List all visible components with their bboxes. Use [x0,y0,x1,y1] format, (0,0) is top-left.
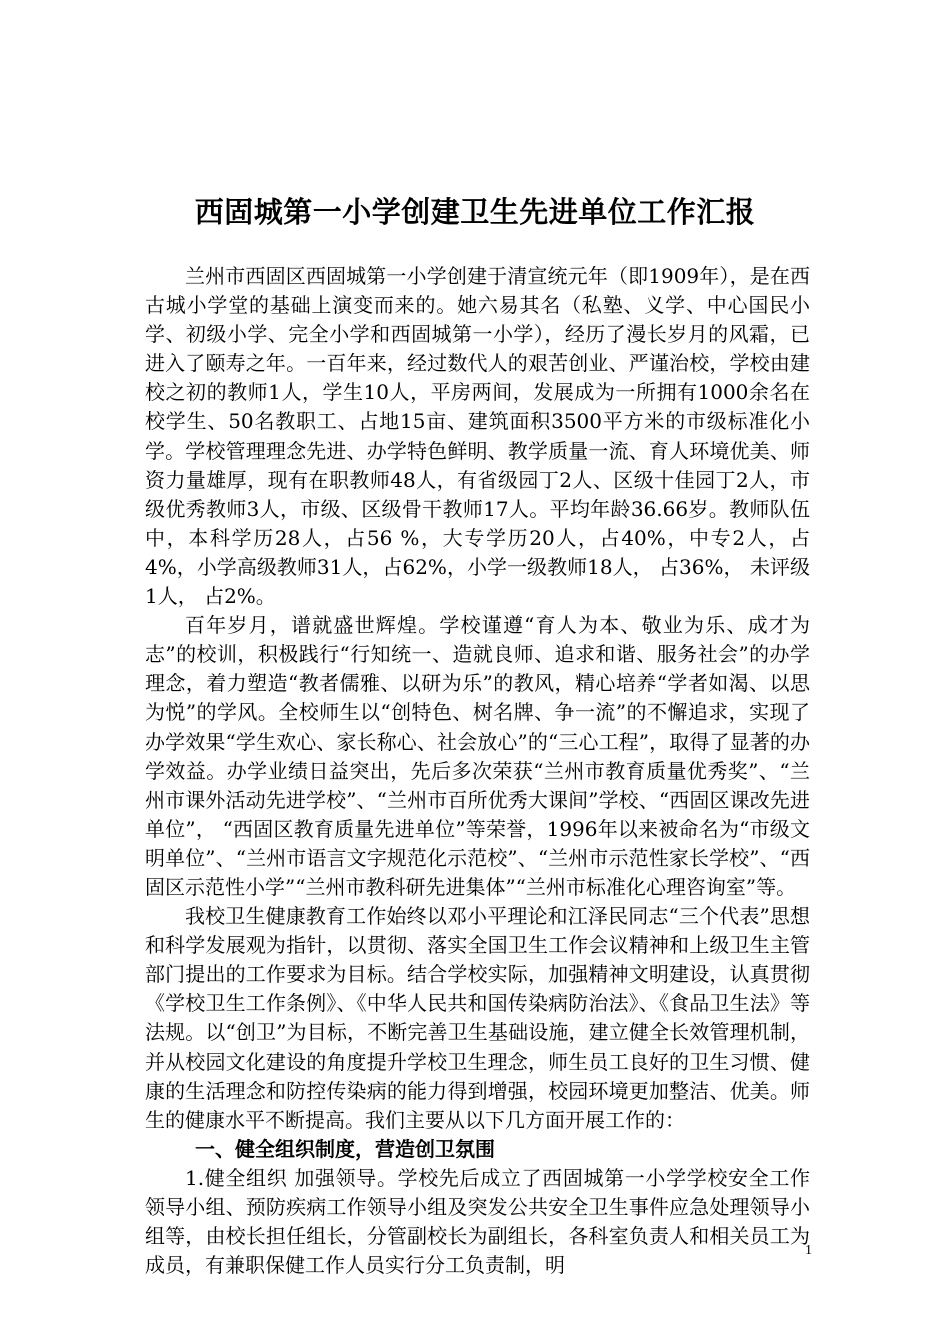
page-number: 1 [805,1243,812,1258]
subsection-paragraph: 1.健全组织 加强领导。学校先后成立了西固城第一小学学校安全工作领导小组、预防疾病工作领导小组及突发公共安全卫生事件应急处理领导小组等，由校长担任组长，分管副校长为副组长，各科室负责人和相关员工为成员，有兼职保健工作人员实行分工负责制，明 [145,1165,810,1278]
document-body [145,262,810,1280]
body-paragraph: 我校卫生健康教育工作始终以邓小平理论和江泽民同志“三个代表”思想和科学发展观为指针，以贯彻、落实全国卫生工作会议精神和上级卫生主管部门提出的工作要求为目标。结合学校实际，加强精神文明建设，认真贯彻《学校卫生工作条例》、《中华人民共和国传染病防治法》、《食品卫生法》等法规。以“创卫”为目标，不断完善卫生基础设施，建立健全长效管理机制，并从校园文化建设的角度提升学校卫生理念，师生员工良好的卫生习惯、健康的生活理念和防控传染病的能力得到增强，校园环境更加整洁、优美。师生的健康水平不断提高。我们主要从以下几方面开展工作的： [145,904,810,1132]
section-heading: 一、健全组织制度，营造创卫氛围 [195,1136,495,1161]
body-paragraph: 兰州市西固区西固城第一小学创建于清宣统元年（即1909年），是在西古城小学堂的基础上演变而来的。她六易其名（私塾、义学、中心国民小学、初级小学、完全小学和西固城第一小学），经历了漫长岁月的风霜，已进入了颐寿之年。一百年来，经过数代人的艰苦创业、严谨治校，学校由建校之初的教师1人，学生10人，平房两间，发展成为一所拥有1000余名在校学生、50名教职工、占地15亩、建筑面积3500平方米的市级标准化小学。学校管理理念先进、办学特色鲜明、教学质量一流、育人环境优美、师资力量雄厚，现有在职教师48人，有省级园丁2人、区级十佳园丁2人，市级优秀教师3人，市级、区级骨干教师17人。平均年龄36.66岁。教师队伍中，本科学历28人，占56 %，大专学历20人，占40%，中专2人，占4%，小学高级教师31人，占62%，小学一级教师18人， 占36%， 未评级1人， 占2%。 [145,264,810,609]
document-title: 西固城第一小学创建卫生先进单位工作汇报 [194,195,756,229]
body-paragraph: 百年岁月，谱就盛世辉煌。学校谨遵“育人为本、敬业为乐、成才为志”的校训，积极践行“行知统一、造就良师、追求和谐、服务社会”的办学理念，着力塑造“教者儒雅、以研为乐”的教风，精心培养“学者如渴、以思为悦”的学风。全校师生以“创特色、树名牌、争一流”的不懈追求，实现了办学效果“学生欢心、家长称心、社会放心”的“三心工程”，取得了显著的办学效益。办学业绩日益突出，先后多次荣获“兰州市教育质量优秀奖”、“兰州市课外活动先进学校”、“兰州市百所优秀大课间”学校、“西固区课改先进单位”， “西固区教育质量先进单位”等荣誉，1996年以来被命名为“市级文明单位”、“兰州市语言文字规范化示范校”、“兰州市示范性家长学校”、“西固区示范性小学”“兰州市教科研先进集体”“兰州市标准化心理咨询室”等。 [145,613,810,899]
